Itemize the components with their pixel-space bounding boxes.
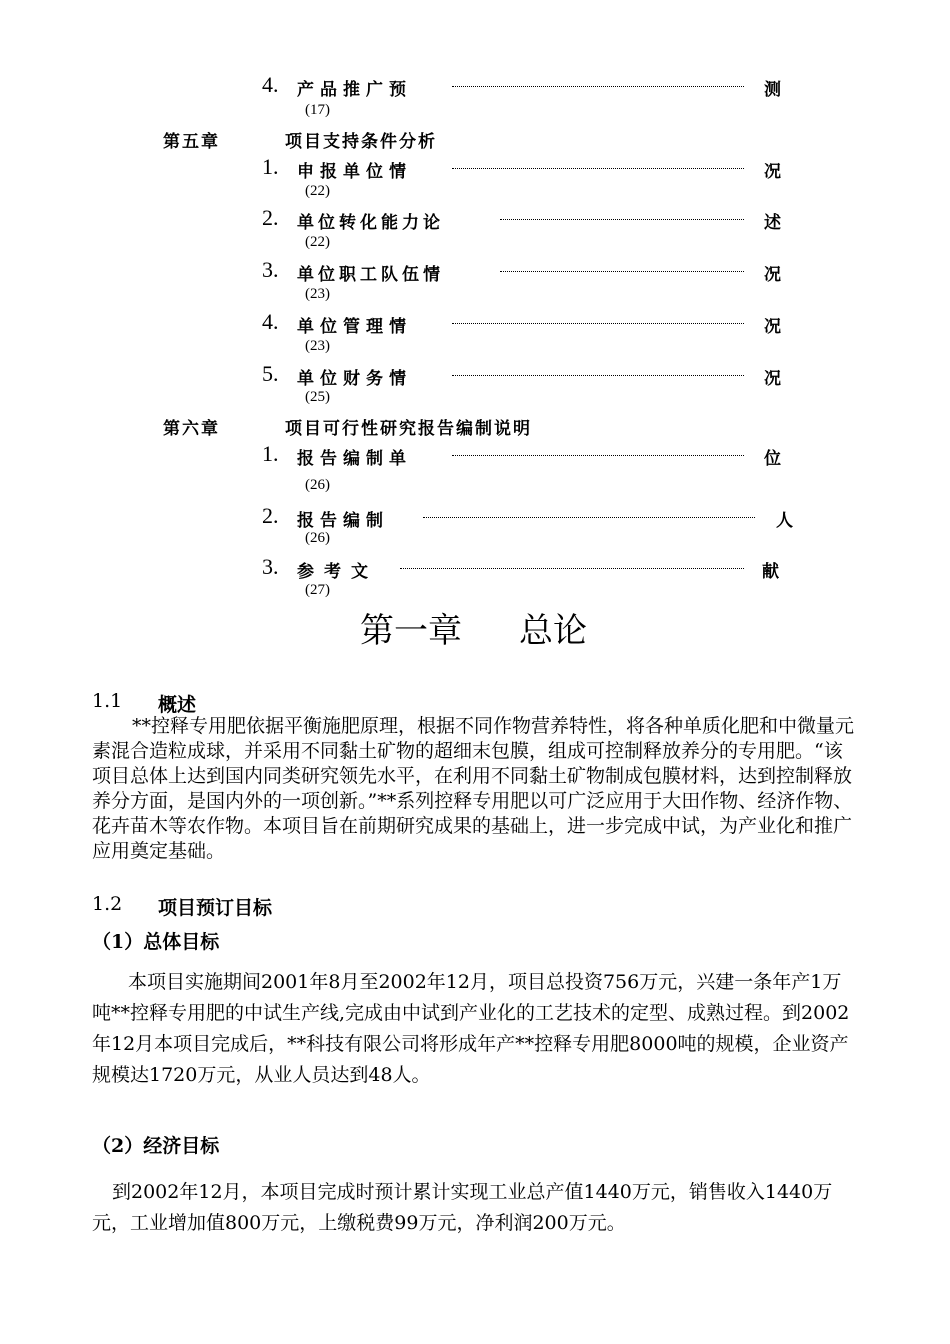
subsection-heading-economic-goal: （2）经济目标	[92, 1135, 220, 1157]
section-number: 1.1	[92, 690, 123, 712]
toc-title-end: 献	[762, 562, 779, 582]
toc-page-number: (17)	[305, 102, 330, 118]
toc-leader	[452, 455, 744, 456]
toc-leader	[423, 517, 755, 518]
toc-page-number: (26)	[305, 477, 330, 493]
toc-title-end: 述	[764, 213, 781, 233]
toc-number: 3.	[262, 554, 279, 579]
toc-title: 单位转化能力论	[297, 213, 444, 233]
toc-title: 产品推广预	[297, 80, 412, 100]
toc-title-end: 位	[764, 449, 781, 469]
toc-page-number: (23)	[305, 286, 330, 302]
toc-leader	[452, 375, 744, 376]
toc-number: 1.	[262, 441, 279, 466]
toc-title-end: 况	[764, 317, 781, 337]
toc-leader	[452, 323, 744, 324]
toc-title-end: 况	[764, 162, 781, 182]
toc-number: 2.	[262, 503, 279, 528]
toc-chapter-label: 第六章	[163, 419, 220, 439]
toc-number: 3.	[262, 257, 279, 282]
toc-page-number: (25)	[305, 389, 330, 405]
section-title: 项目预订目标	[158, 897, 273, 919]
chapter-label: 第一章	[360, 611, 462, 651]
toc-leader	[452, 168, 744, 169]
toc-number: 2.	[262, 205, 279, 230]
overview-paragraph: **控释专用肥依据平衡施肥原理，根据不同作物营养特性，将各种单质化肥和中微量元素混合造粒成球，并采用不同黏土矿物的超细末包膜，组成可控制释放养分的专用肥。“该项目总体上达到国内同类研究领先水平，在利用不同黏土矿物制成包膜材料，达到控制释放养分方面，是国内外的一项创新。”**系列控释专用肥以可广泛应用于大田作物、经济作物、花卉苗木等农作物。本项目旨在前期研究成果的基础上，进一步完成中试，为产业化和推广应用奠定基础。	[92, 715, 855, 862]
toc-leader	[500, 271, 744, 272]
section-title: 概述	[158, 694, 197, 716]
toc-title-end: 况	[764, 265, 781, 285]
economic-goal-paragraph: 到2002年12月，本项目完成时预计累计实现工业总产值1440万元，销售收入1440万元，工业增加值800万元，上缴税费99万元，净利润200万元。	[92, 1181, 833, 1234]
toc-chapter-title: 项目可行性研究报告编制说明	[285, 419, 532, 439]
toc-chapter-title: 项目支持条件分析	[285, 132, 437, 152]
toc-leader	[452, 86, 744, 87]
overall-goal-paragraph: 本项目实施期间2001年8月至2002年12月，项目总投资756万元，兴建一条年产1万吨**控释专用肥的中试生产线,完成由中试到产业化的工艺技术的定型、成熟过程。到2002年12月本项目完成后，**科技有限公司将形成年产**控释专用肥8000吨的规模，企业资产规模达1720万元，从业人员达到48人。	[92, 971, 850, 1086]
toc-page-number: (27)	[305, 582, 330, 598]
toc-page-number: (22)	[305, 234, 330, 250]
toc-title: 报告编制单	[297, 449, 412, 469]
toc-title-end: 况	[764, 369, 781, 389]
toc-number: 4.	[262, 72, 279, 97]
toc-page-number: (22)	[305, 183, 330, 199]
toc-chapter-label: 第五章	[163, 132, 220, 152]
chapter-title: 总论	[519, 611, 587, 651]
toc-title-end: 测	[764, 80, 781, 100]
toc-leader	[400, 568, 744, 569]
toc-title: 单位职工队伍情	[297, 265, 444, 285]
section-number: 1.2	[92, 893, 123, 915]
toc-title: 报告编制	[297, 511, 389, 531]
toc-title-end: 人	[776, 511, 793, 531]
toc-number: 1.	[262, 154, 279, 179]
subsection-heading-overall-goal: （1）总体目标	[92, 931, 220, 953]
toc-title: 单位财务情	[297, 369, 412, 389]
toc-page-number: (26)	[305, 530, 330, 546]
toc-page-number: (23)	[305, 338, 330, 354]
toc-leader	[500, 219, 744, 220]
toc-number: 5.	[262, 361, 279, 386]
toc-title: 单位管理情	[297, 317, 412, 337]
toc-title: 申报单位情	[297, 162, 412, 182]
toc-title: 参考文	[297, 562, 378, 582]
toc-number: 4.	[262, 309, 279, 334]
